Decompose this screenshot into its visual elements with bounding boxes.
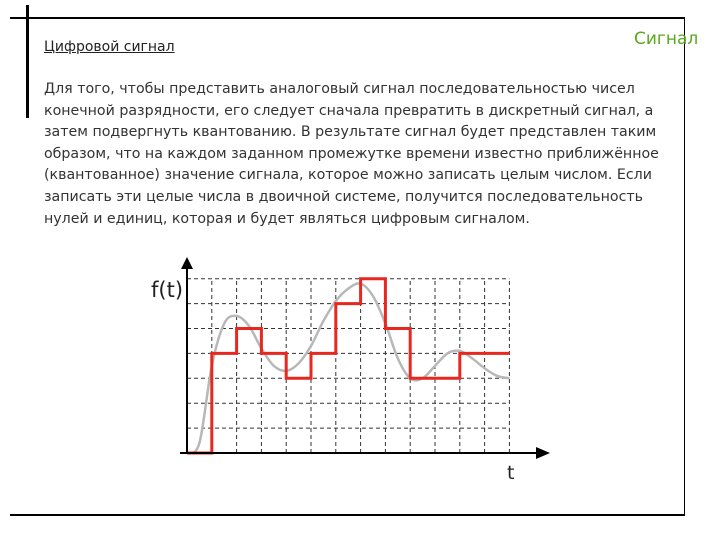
- y-axis-arrow: [181, 257, 193, 269]
- signal-chart: [140, 255, 560, 490]
- y-axis-label: f(t): [151, 278, 184, 302]
- slide-bottom-rule: [10, 514, 684, 516]
- digital-signal-steps: [187, 279, 509, 453]
- slide-left-bar: [26, 5, 29, 118]
- slide-top-rule: [10, 17, 684, 19]
- x-axis-arrow: [536, 447, 550, 459]
- x-axis-label: t: [507, 462, 515, 484]
- slide-section-title: Сигнал: [634, 29, 699, 49]
- slide-heading: Цифровой сигнал: [44, 39, 175, 55]
- x-axis: [180, 447, 550, 459]
- body-paragraph: Для того, чтобы представить аналоговый сигнал последовательностью чисел конечной разрядности, его следует сначала превратить в дискретный сигнал, а затем подвергнуть квантованию. В результате сигнал будет представлен таким образом, что на каждом заданном промежутке времени известно приближённое (квантованное) значение сигнала, которое можно записать целым числом. Если записать эти целые числа в двоичной системе, получится последовательность нулей и единиц, которая и будет являться цифровым сигналом.: [44, 81, 659, 227]
